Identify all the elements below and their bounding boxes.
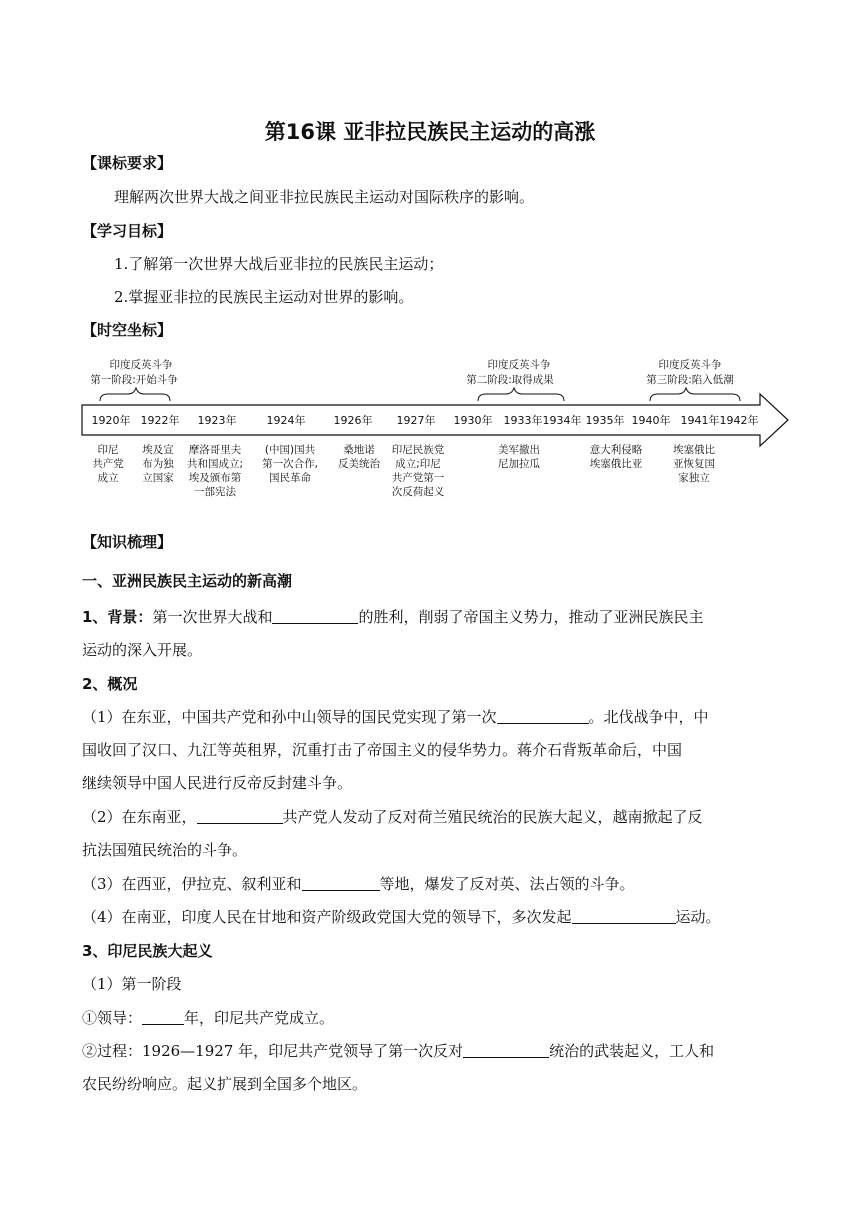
text-fragment: （3）在西亚，伊拉克、叙利亚和 <box>82 875 302 893</box>
event-label: 成立;印尼 <box>395 458 441 470</box>
event-label: 布为独 <box>142 458 174 470</box>
process-line1 <box>82 1040 714 1061</box>
event-label: 埃塞俄比 <box>673 444 715 456</box>
event-label: 次反荷起义 <box>391 486 445 498</box>
event-label: 立国家 <box>142 472 174 484</box>
year-label: 1920年 <box>91 414 131 427</box>
bracket-1 <box>100 388 170 401</box>
event-label: 亚恢复国 <box>673 458 715 470</box>
page-title: 第16课 亚非拉民族民主运动的高涨 <box>264 120 596 144</box>
standard-text: 理解两次世界大战之间亚非拉民族民主运动对国际秩序的影响。 <box>114 188 535 206</box>
text-fragment: ②过程：1926—1927 年，印尼共产党领导了第一次反对 <box>82 1042 464 1060</box>
fill-blank[interactable] <box>142 1009 184 1025</box>
text-fragment: 等地，爆发了反对英、法占领的斗争。 <box>379 875 635 893</box>
bracket-label-2b: 第二阶段:取得成果 <box>466 374 554 386</box>
event-label: 共和国成立; <box>186 458 244 470</box>
text-fragment: （1）在东亚，中国共产党和孙中山领导的国民党实现了第一次 <box>82 708 497 726</box>
background-line2: 运动的深入开展。 <box>82 641 203 659</box>
overview-2-line2: 抗法国殖民统治的斗争。 <box>82 841 248 859</box>
event-label: 印尼民族党 <box>391 444 445 456</box>
stage-one: （1）第一阶段 <box>82 975 182 993</box>
year-label: 1934年 <box>542 414 582 427</box>
event-label: 印尼 <box>97 444 119 456</box>
event-label: 美军撤出 <box>498 444 540 456</box>
text-fragment: 的胜利，削弱了帝国主义势力，推动了亚洲民族民主 <box>358 608 704 626</box>
leader-line <box>82 1007 334 1028</box>
overview-1-line3: 继续领导中国人民进行反帝反封建斗争。 <box>82 774 353 792</box>
overview-1-line2: 国收回了汉口、九江等英租界，沉重打击了帝国主义的侵华势力。蒋介石背叛革命后，中国 <box>82 741 683 759</box>
bracket-2 <box>478 388 564 401</box>
event-label: 一部宪法 <box>194 486 236 498</box>
event-label: 共产党 <box>92 458 124 470</box>
event-label: 反美统治 <box>338 458 380 470</box>
bracket-label-1b: 第一阶段:开始斗争 <box>90 374 178 386</box>
event-label: 埃及宣 <box>142 444 174 456</box>
background-label: 1、背景： <box>82 608 153 626</box>
event-label: 第一次合作, <box>262 458 318 470</box>
event-label: 摩洛哥里夫 <box>188 444 242 456</box>
text-fragment: 共产党人发动了反对荷兰殖民统治的民族大起义，越南掀起了反 <box>282 808 703 826</box>
year-label: 1940年 <box>631 414 671 427</box>
year-label: 1927年 <box>396 414 436 427</box>
standard-heading: 【课标要求】 <box>82 154 173 172</box>
indonesia-label: 3、印尼民族大起义 <box>82 942 213 960</box>
text-fragment: 。北伐战争中，中 <box>588 708 709 726</box>
background-line1 <box>82 606 703 627</box>
text-fragment: （4）在南亚，印度人民在甘地和资产阶级政党国大党的领导下，多次发起 <box>82 908 572 926</box>
process-line2: 农民纷纷响应。起义扩展到全国多个地区。 <box>82 1075 368 1093</box>
fill-blank[interactable] <box>572 908 676 924</box>
text-fragment: 第一次世界大战和 <box>152 608 273 626</box>
goals-heading: 【学习目标】 <box>82 222 173 240</box>
event-label: 国民革命 <box>269 472 311 484</box>
fill-blank[interactable] <box>497 708 589 724</box>
bracket-label-2a: 印度反英斗争 <box>487 359 551 371</box>
event-label: 共产党第一 <box>391 472 445 484</box>
goal-item: 1.了解第一次世界大战后亚非拉的民族民主运动； <box>114 255 444 273</box>
year-label: 1926年 <box>333 414 373 427</box>
year-label: 1923年 <box>197 414 237 427</box>
event-label: 意大利侵略 <box>589 444 643 456</box>
text-fragment: ①领导： <box>82 1009 143 1027</box>
goal-item: 2.掌握亚非拉的民族民主运动对世界的影响。 <box>114 288 414 306</box>
text-fragment: 统治的武装起义，工人和 <box>549 1042 715 1060</box>
bracket-label-3a: 印度反英斗争 <box>658 359 722 371</box>
text-fragment: （2）在东南亚， <box>82 808 197 826</box>
knowledge-heading: 【知识梳理】 <box>82 533 173 551</box>
overview-1-line1 <box>82 706 709 727</box>
year-label: 1924年 <box>266 414 306 427</box>
fill-blank[interactable] <box>463 1042 549 1058</box>
fill-blank[interactable] <box>272 608 358 624</box>
event-label: 埃及颁布第 <box>188 472 242 484</box>
event-label: 家独立 <box>678 472 710 484</box>
overview-label: 2、概况 <box>82 675 138 693</box>
year-label: 1933年 <box>503 414 543 427</box>
event-label: 桑地诺 <box>343 444 375 456</box>
year-label: 1922年 <box>140 414 180 427</box>
overview-2-line1 <box>82 806 703 827</box>
event-label: 埃塞俄比亚 <box>589 458 643 470</box>
timeline-diagram <box>78 352 794 512</box>
year-label: 1941年 <box>680 414 720 427</box>
fill-blank[interactable] <box>197 808 283 824</box>
text-fragment: 运动。 <box>675 908 721 926</box>
year-label: 1930年 <box>453 414 493 427</box>
fill-blank[interactable] <box>302 875 380 891</box>
timeline-heading: 【时空坐标】 <box>82 321 173 339</box>
bracket-3 <box>650 388 740 401</box>
overview-4 <box>82 906 721 927</box>
year-label: 1935年 <box>585 414 625 427</box>
part1-title: 一、亚洲民族民主运动的新高潮 <box>82 572 293 590</box>
bracket-label-1a: 印度反英斗争 <box>109 359 173 371</box>
event-label: 尼加拉瓜 <box>498 458 540 470</box>
event-label: 成立 <box>97 472 119 484</box>
event-label: (中国)国共 <box>264 444 316 456</box>
year-label: 1942年 <box>719 414 759 427</box>
text-fragment: 年，印尼共产党成立。 <box>184 1009 335 1027</box>
overview-3 <box>82 873 635 894</box>
bracket-label-3b: 第三阶段:陷入低潮 <box>646 374 734 386</box>
